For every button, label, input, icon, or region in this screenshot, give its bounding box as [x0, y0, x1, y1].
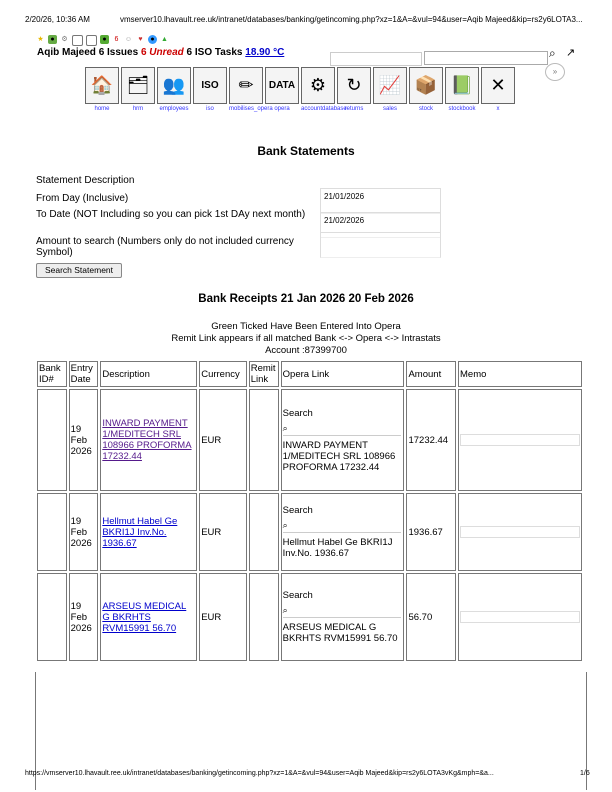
sales-icon[interactable]: 📈	[373, 67, 407, 104]
opera-link-cell	[281, 389, 405, 491]
opera-search-input[interactable]	[283, 423, 401, 436]
description-link[interactable]: Hellmut Habel Ge BKRI1J Inv.No. 1936.67	[102, 515, 178, 549]
expand-button[interactable]: »	[545, 63, 565, 81]
description-link[interactable]: INWARD PAYMENT 1/MEDITECH SRL 108966 PROFORMA 17232.44	[102, 418, 192, 462]
employees-icon[interactable]: 👥	[157, 67, 191, 104]
star-icon[interactable]: ★	[37, 36, 44, 43]
col-currency: Currency	[199, 361, 247, 387]
main-toolbar	[85, 67, 515, 104]
header-search-input[interactable]	[424, 51, 548, 65]
iso-count[interactable]: 6	[186, 47, 193, 58]
col-description: Description	[100, 361, 197, 387]
bank-id-cell	[37, 493, 67, 571]
from-day-label: From Day (Inclusive)	[36, 193, 129, 204]
iso-icon[interactable]: ISO	[193, 67, 227, 104]
iso-label: ISO Tasks	[194, 47, 243, 58]
page-title: Bank Statements	[257, 144, 355, 158]
issues-count[interactable]: 6	[98, 47, 105, 58]
number-icon[interactable]: 6	[114, 36, 119, 43]
note-remit-link: Remit Link appears if all matched Bank <-> Opera <-> Intrastats	[171, 333, 441, 344]
quick-icons	[36, 35, 169, 46]
col-bank-id: Bank ID#	[37, 361, 67, 387]
currency-cell: EUR	[199, 573, 247, 661]
toolbar-label-7[interactable]: returns	[344, 106, 364, 112]
search-label: Search	[282, 590, 313, 601]
green-icon[interactable]: ●	[100, 35, 109, 44]
currency-cell: EUR	[199, 493, 247, 571]
gear-small-icon[interactable]: ⚙	[61, 36, 68, 43]
globe-icon[interactable]: ●	[48, 35, 57, 44]
toolbar-label-0[interactable]: home	[94, 106, 110, 112]
search-icon[interactable]: ⌕	[549, 46, 556, 60]
toolbar-label-8[interactable]: sales	[382, 106, 397, 112]
toolbar-label-3[interactable]: iso	[206, 106, 214, 112]
note-green-ticked: Green Ticked Have Been Entered Into Opera	[211, 321, 401, 332]
col-amount: Amount	[406, 361, 456, 387]
opera-icon[interactable]: DATA	[265, 67, 299, 104]
toolbar-label-1[interactable]: hrm	[132, 106, 144, 112]
amount-label: Amount to search (Numbers only do not included currency Symbol)	[36, 236, 294, 258]
col-opera-link: Opera Link	[281, 361, 405, 387]
memo-cell	[458, 389, 582, 491]
description-cell	[100, 573, 197, 661]
table-row	[37, 389, 582, 491]
bank-id-cell	[37, 389, 67, 491]
amount-cell: 1936.67	[406, 493, 456, 571]
table-header-row	[37, 361, 582, 387]
currency-cell: EUR	[199, 389, 247, 491]
entry-date-cell: 19 Feb 2026	[69, 573, 99, 661]
opera-text: ARSEUS MEDICAL G BKRHTS RVM15991 56.70	[282, 622, 398, 644]
amount-cell: 17232.44	[406, 389, 456, 491]
account-number: Account :87399700	[265, 345, 347, 356]
toolbar-label-6[interactable]: accountdatabase	[301, 106, 347, 112]
col-remit-link: Remit Link	[249, 361, 279, 387]
user-name: Aqib Majeed	[37, 47, 96, 58]
close-icon[interactable]: ✕	[481, 67, 515, 104]
description-link[interactable]: ARSEUS MEDICAL G BKRHTS RVM15991 56.70	[102, 600, 187, 634]
print-page-number: 1/6	[580, 770, 590, 777]
stock-icon[interactable]: 📦	[409, 67, 443, 104]
search-label: Search	[282, 407, 313, 419]
receipts-heading: Bank Receipts 21 Jan 2026 20 Feb 2026	[198, 293, 414, 305]
amount-cell: 56.70	[406, 573, 456, 661]
settings-icon[interactable]: ⚙	[301, 67, 335, 104]
col-entry-date: Entry Date	[69, 361, 99, 387]
header-select[interactable]	[330, 52, 422, 66]
amount-input[interactable]	[320, 232, 441, 258]
receipts-table	[35, 359, 584, 663]
print-footer-url: https://vmserver10.lhavault.ree.uk/intranet/databases/banking/getincoming.php?xz=1&A=&vul=94&user=Aqib Majeed&kip=rs2y6LOTA3vKg&mph=&a...	[25, 770, 494, 777]
refresh-icon[interactable]: ↻	[337, 67, 371, 104]
bank-id-cell	[37, 573, 67, 661]
opera-text: Hellmut Habel Ge BKRI1J Inv.No. 1936.67	[282, 537, 393, 559]
copy-icon[interactable]	[86, 35, 97, 46]
to-date-input[interactable]: 21/02/2026	[320, 212, 441, 238]
memo-cell	[458, 573, 582, 661]
memo-input[interactable]	[460, 611, 580, 623]
opera-link-cell	[281, 493, 405, 571]
toolbar-label-2[interactable]: employees	[159, 106, 189, 112]
android-icon[interactable]: ▲	[161, 36, 168, 43]
toolbar-label-11[interactable]: x	[496, 106, 500, 112]
opera-text: INWARD PAYMENT 1/MEDITECH SRL 108966 PROFORMA 17232.44	[282, 439, 396, 473]
memo-input[interactable]	[460, 434, 580, 446]
issues-label: Issues	[107, 47, 139, 58]
unread-count[interactable]: 6	[140, 47, 147, 58]
col-memo: Memo	[458, 361, 582, 387]
heart-icon[interactable]: ♥	[138, 36, 143, 43]
search-small-icon: ⌕	[282, 605, 288, 615]
from-day-input[interactable]: 21/01/2026	[320, 188, 441, 214]
notes-icon[interactable]: ✏	[229, 67, 263, 104]
toolbar-label-5[interactable]: opera	[274, 106, 290, 112]
entry-date-cell: 19 Feb 2026	[69, 493, 99, 571]
toolbar-label-9[interactable]: stock	[418, 106, 433, 112]
statement-description-label: Statement Description	[36, 175, 135, 186]
toolbar-label-4[interactable]: mobilises_opera	[229, 106, 273, 112]
home-icon[interactable]: 🏠	[85, 67, 119, 104]
search-small-icon: ⌕	[282, 422, 288, 433]
table-row	[37, 493, 582, 571]
print-url: vmserver10.lhavault.ree.uk/intranet/databases/banking/getincoming.php?xz=1&A=&vul=94&user=Aqib Majeed&kip=rs2y6LOTA3...	[120, 15, 583, 24]
to-date-label: To Date (NOT Including so you can pick 1st DAy next month)	[36, 209, 306, 220]
remit-link-cell	[249, 389, 279, 491]
opera-search-input[interactable]	[283, 605, 401, 618]
external-link-icon[interactable]: ↗	[566, 47, 576, 59]
memo-input[interactable]	[460, 526, 580, 538]
search-label: Search	[282, 505, 313, 516]
grid-icon[interactable]	[72, 35, 83, 46]
description-cell	[100, 389, 197, 491]
memo-cell	[458, 493, 582, 571]
remit-link-cell	[249, 493, 279, 571]
opera-link-cell	[281, 573, 405, 661]
entry-date-cell: 19 Feb 2026	[69, 389, 99, 491]
stockbook-icon[interactable]: 📗	[445, 67, 479, 104]
temperature-link[interactable]: 18.90 °C	[245, 47, 285, 58]
remit-link-cell	[249, 573, 279, 661]
search-statement-button[interactable]: Search Statement	[36, 263, 122, 278]
table-row	[37, 573, 582, 661]
description-cell	[100, 493, 197, 571]
unread-label[interactable]: Unread	[149, 47, 184, 58]
smile-icon[interactable]: ☺	[124, 36, 133, 43]
hrm-icon[interactable]: 🗂	[121, 67, 155, 104]
user-status-line	[37, 47, 284, 58]
toolbar-labels	[85, 106, 515, 112]
blue-dot-icon[interactable]: ●	[148, 35, 157, 44]
search-small-icon: ⌕	[282, 520, 288, 530]
print-datetime: 2/20/26, 10:36 AM	[25, 15, 90, 24]
toolbar-label-10[interactable]: stockbook	[448, 106, 476, 112]
opera-search-input[interactable]	[283, 520, 401, 533]
